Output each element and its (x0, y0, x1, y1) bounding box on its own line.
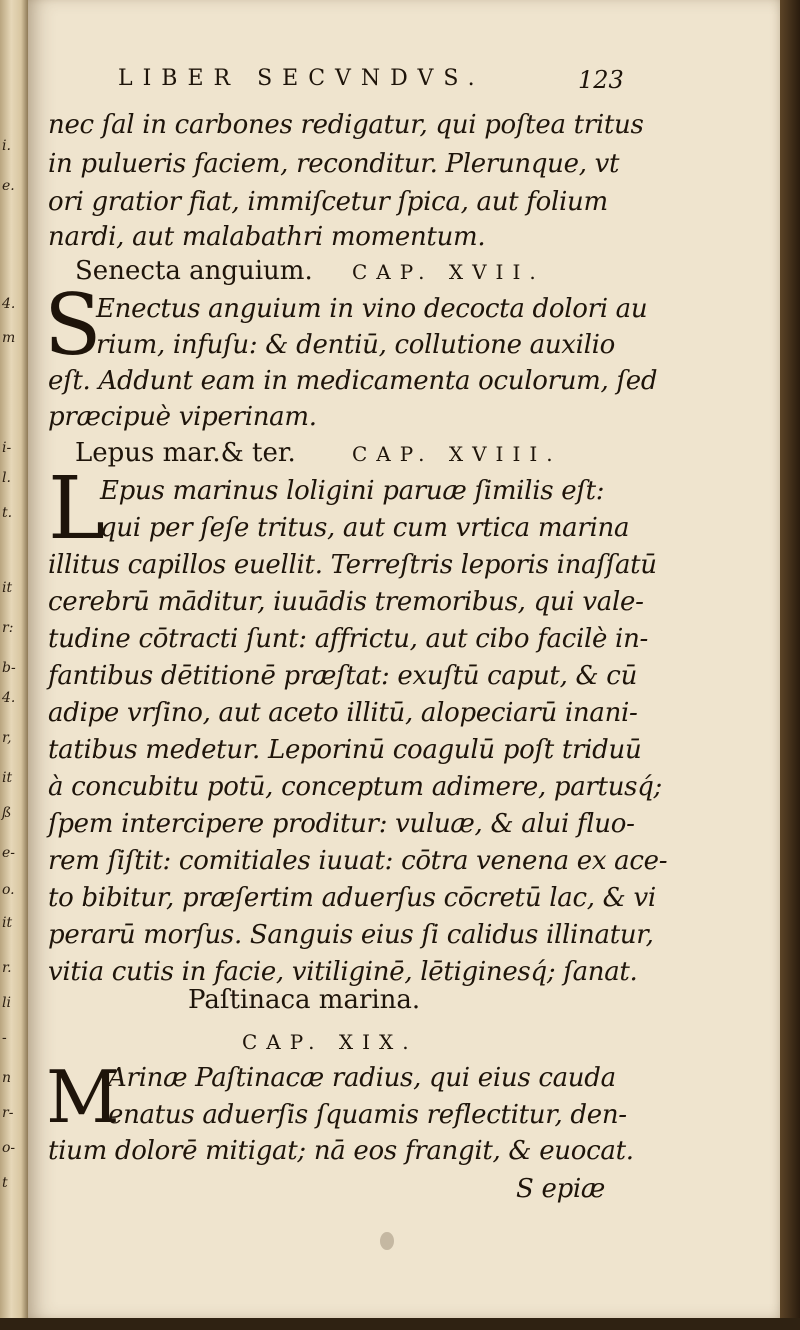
chapter-label: CAP. XVIII. (352, 442, 562, 466)
facing-page-fragment: o- (2, 1140, 16, 1156)
section-text-line: eſt. Addunt eam in medicamenta oculorum, ſed (48, 366, 658, 396)
drop-cap-initial: M (46, 1055, 120, 1139)
section-text-line: rem ſiſtit: comitiales iuuat: cōtra venena ex ace- (48, 846, 668, 876)
facing-page-fragment: 4. (2, 690, 16, 706)
section-text-line: illitus capillos euellit. Terreſtris leporis inaſſatū (48, 550, 657, 580)
section-text-line: Epus marinus loligini paruæ ſimilis eſt: (100, 476, 605, 506)
section-text-line: cerebrū māditur, iuuādis tremoribus, qui vale- (48, 587, 644, 617)
section-text-line: perarū morſus. Sanguis eius ſi calidus illinatur, (48, 920, 654, 950)
facing-page-fragment: r- (2, 1105, 14, 1121)
facing-page-fragment: n (2, 1070, 12, 1086)
page-number: 123 (578, 66, 624, 94)
facing-page-fragment: o. (2, 882, 15, 898)
section-heading: Paſtinaca marina. (188, 985, 421, 1015)
facing-page-fragment: li (2, 995, 11, 1011)
section-text-line: à concubitu potū, conceptum adimere, partusq́; (48, 772, 662, 802)
section-heading: Lepus mar.& ter. (75, 438, 296, 468)
facing-page-fragment: m (2, 330, 16, 346)
facing-page-fragment: it (2, 580, 13, 596)
section-text-line: rium, infuſu: & dentiū, collutione auxilio (96, 330, 616, 360)
facing-page-fragment: e- (2, 845, 16, 861)
facing-page-fragment: - (2, 1030, 7, 1046)
facing-page-fragment: l. (2, 470, 11, 486)
facing-page-fragment: t (2, 1175, 8, 1191)
facing-page-fragment: r, (2, 730, 12, 746)
facing-page-fragment: r: (2, 620, 14, 636)
page-bottom-edge (0, 1318, 800, 1330)
section-text-line: fantibus dētitionē præſtat: exuſtū caput, & cū (48, 661, 638, 691)
facing-page-fragment: it (2, 915, 13, 931)
drop-cap-initial: S (44, 276, 102, 374)
facing-page-fragment: e. (2, 178, 15, 194)
section-text-line: ſpem intercipere proditur: vuluæ, & alui fluo- (48, 809, 635, 839)
section-heading: Senecta anguium. (75, 256, 313, 286)
facing-page-fragment: i- (2, 440, 12, 456)
section-text-line: Arinæ Paſtinacæ radius, qui eius cauda (108, 1063, 616, 1093)
facing-page-fragment: r. (2, 960, 12, 976)
section-text-line: qui per ſeſe tritus, aut cum vrtica marina (100, 513, 630, 543)
section-text-line: enatus aduerſis ſquamis reflectitur, den- (108, 1100, 627, 1130)
ink-smudge (380, 1232, 394, 1250)
chapter-label: CAP. XVII. (352, 260, 545, 284)
intro-line: nardi, aut malabathri momentum. (48, 222, 486, 252)
facing-page-fragment: ß (2, 805, 12, 821)
book-binding-edge (780, 0, 800, 1330)
facing-page-edge (0, 0, 28, 1330)
section-text-line: adipe vrſino, aut aceto illitū, alopeciarū inani- (48, 698, 638, 728)
chapter-label: CAP. XIX. (242, 1030, 418, 1054)
facing-page-fragment: t. (2, 505, 13, 521)
intro-line: in pulueris faciem, reconditur. Plerunque, vt (48, 149, 620, 179)
section-text-line: to bibitur, præſertim aduerſus cōcretū lac, & vi (48, 883, 656, 913)
intro-line: ori gratior fiat, immiſcetur ſpica, aut folium (48, 187, 608, 217)
facing-page-fragment: 4. (2, 296, 16, 312)
intro-line: nec ſal in carbones redigatur, qui poſtea tritus (48, 110, 644, 140)
section-text-line: præcipuè viperinam. (48, 402, 317, 432)
section-text-line: vitia cutis in facie, vitiliginē, lētiginesq́; ſanat. (48, 957, 638, 987)
drop-cap-initial: L (48, 459, 106, 559)
running-head-title: LIBER SECVNDVS. (118, 66, 485, 91)
section-text-line: Enectus anguium in vino decocta dolori au (96, 294, 648, 324)
section-text-line: tudine cōtracti ſunt: affrictu, aut cibo facilè in- (48, 624, 649, 654)
facing-page-fragment: i. (2, 138, 11, 154)
facing-page-fragment: it (2, 770, 13, 786)
section-text-line: tatibus medetur. Leporinū coagulū poſt triduū (48, 735, 642, 765)
facing-page-fragment: b- (2, 660, 16, 676)
catchword: S epiæ (516, 1174, 606, 1204)
section-text-line: tium dolorē mitigat; nā eos frangit, & euocat. (48, 1136, 634, 1166)
